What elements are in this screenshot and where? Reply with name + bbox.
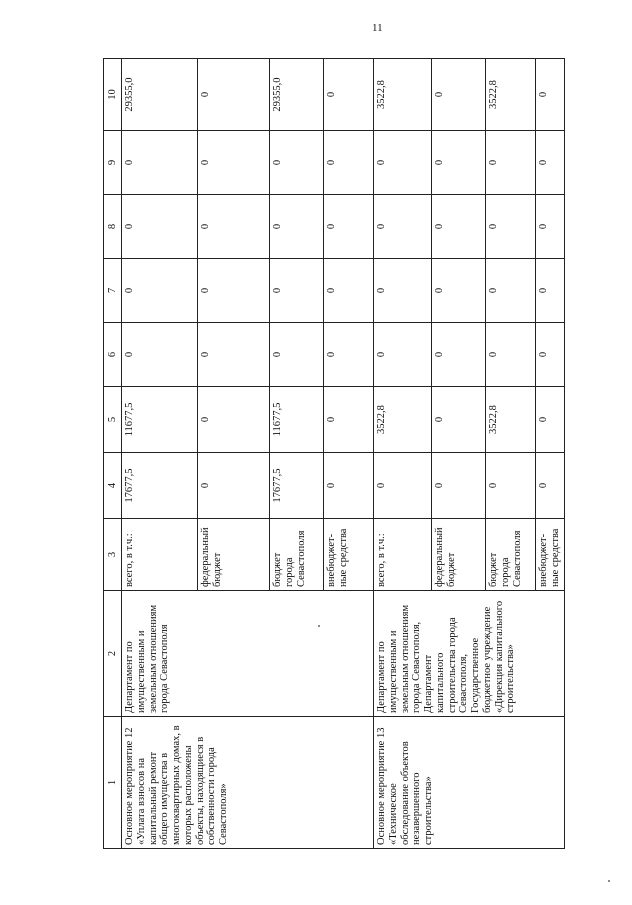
value-cell: 0 [374, 195, 432, 259]
funding-source: всего, в т.ч.: [122, 519, 198, 591]
funding-source: бюджет города Севастополя [270, 519, 324, 591]
value-cell: 0 [198, 195, 270, 259]
table-row [122, 59, 198, 849]
value-cell: 0 [486, 195, 536, 259]
value-cell: 0 [536, 131, 565, 195]
value-cell: 0 [536, 387, 565, 453]
value-cell: 0 [270, 131, 324, 195]
value-cell: 0 [324, 131, 374, 195]
value-cell: 0 [324, 59, 374, 131]
table-row [374, 59, 432, 849]
executor: Департамент по имущественным и земельным отношениям города Севастополя, Департамент капитального строительства города Севастополя, Государственное бюджетное учреждение «Дирекция капитального строительства» [374, 591, 565, 717]
col-header: 2 [104, 591, 122, 717]
value-cell: 11677,5 [270, 387, 324, 453]
value-cell: 0 [122, 131, 198, 195]
activity-name: Основное мероприятие 12 «Уплата взносов на капитальный ремонт общего имущества в многоквартирных домах, в которых расположены объекты, находящиеся в собственности города Севастополя» [122, 717, 374, 849]
value-cell: 3522,8 [374, 59, 432, 131]
value-cell: 17677,5 [270, 453, 324, 519]
value-cell: 0 [198, 387, 270, 453]
value-cell: 0 [324, 195, 374, 259]
value-cell: 0 [432, 131, 486, 195]
value-cell: 0 [432, 323, 486, 387]
col-header: 9 [104, 131, 122, 195]
value-cell: 0 [432, 453, 486, 519]
value-cell: 0 [324, 387, 374, 453]
value-cell: 0 [198, 323, 270, 387]
activity-name: Основное мероприятие 13 «Техническое обследование объектов незавершенного строительства» [374, 717, 565, 849]
value-cell: 0 [486, 453, 536, 519]
value-cell: 0 [198, 59, 270, 131]
col-header: 1 [104, 717, 122, 849]
value-cell: 0 [374, 259, 432, 323]
value-cell: 0 [324, 453, 374, 519]
col-header: 7 [104, 259, 122, 323]
funding-source: федеральный бюджет [432, 519, 486, 591]
value-cell: 0 [432, 387, 486, 453]
funding-source: внебюджет-ные средства [324, 519, 374, 591]
col-header: 6 [104, 323, 122, 387]
col-header: 5 [104, 387, 122, 453]
value-cell: 0 [198, 259, 270, 323]
value-cell: 0 [324, 323, 374, 387]
scan-speck [608, 880, 610, 882]
value-cell: 0 [536, 59, 565, 131]
value-cell: 0 [198, 131, 270, 195]
value-cell: 0 [486, 259, 536, 323]
header-row [104, 59, 122, 849]
value-cell: 3522,8 [486, 59, 536, 131]
rotated-table-container [103, 59, 561, 849]
funding-source: всего, в т.ч.: [374, 519, 432, 591]
col-header: 3 [104, 519, 122, 591]
funding-source: федеральный бюджет [198, 519, 270, 591]
value-cell: 3522,8 [374, 387, 432, 453]
value-cell: 0 [122, 195, 198, 259]
value-cell: 0 [374, 131, 432, 195]
value-cell: 11677,5 [122, 387, 198, 453]
value-cell: 29355,0 [270, 59, 324, 131]
value-cell: 0 [486, 323, 536, 387]
col-header: 10 [104, 59, 122, 131]
value-cell: 0 [536, 453, 565, 519]
executor: Департамент по имущественным и земельным отношениям города Севастополя [122, 591, 374, 717]
value-cell: 0 [432, 259, 486, 323]
value-cell: 0 [536, 195, 565, 259]
value-cell: 0 [270, 323, 324, 387]
value-cell: 29355,0 [122, 59, 198, 131]
value-cell: 0 [536, 323, 565, 387]
value-cell: 0 [432, 195, 486, 259]
value-cell: 0 [270, 195, 324, 259]
funding-table [103, 58, 565, 849]
funding-source: внебюджет-ные средства [536, 519, 565, 591]
value-cell: 17677,5 [122, 453, 198, 519]
value-cell: 0 [374, 453, 432, 519]
funding-source: бюджет города Севастополя [486, 519, 536, 591]
value-cell: 0 [324, 259, 374, 323]
value-cell: 0 [374, 323, 432, 387]
value-cell: 0 [486, 131, 536, 195]
value-cell: 0 [122, 323, 198, 387]
col-header: 8 [104, 195, 122, 259]
col-header: 4 [104, 453, 122, 519]
value-cell: 0 [270, 259, 324, 323]
value-cell: 0 [536, 259, 565, 323]
value-cell: 0 [198, 453, 270, 519]
value-cell: 0 [122, 259, 198, 323]
value-cell: 0 [432, 59, 486, 131]
value-cell: 3522,8 [486, 387, 536, 453]
page-number: 11 [372, 22, 383, 34]
